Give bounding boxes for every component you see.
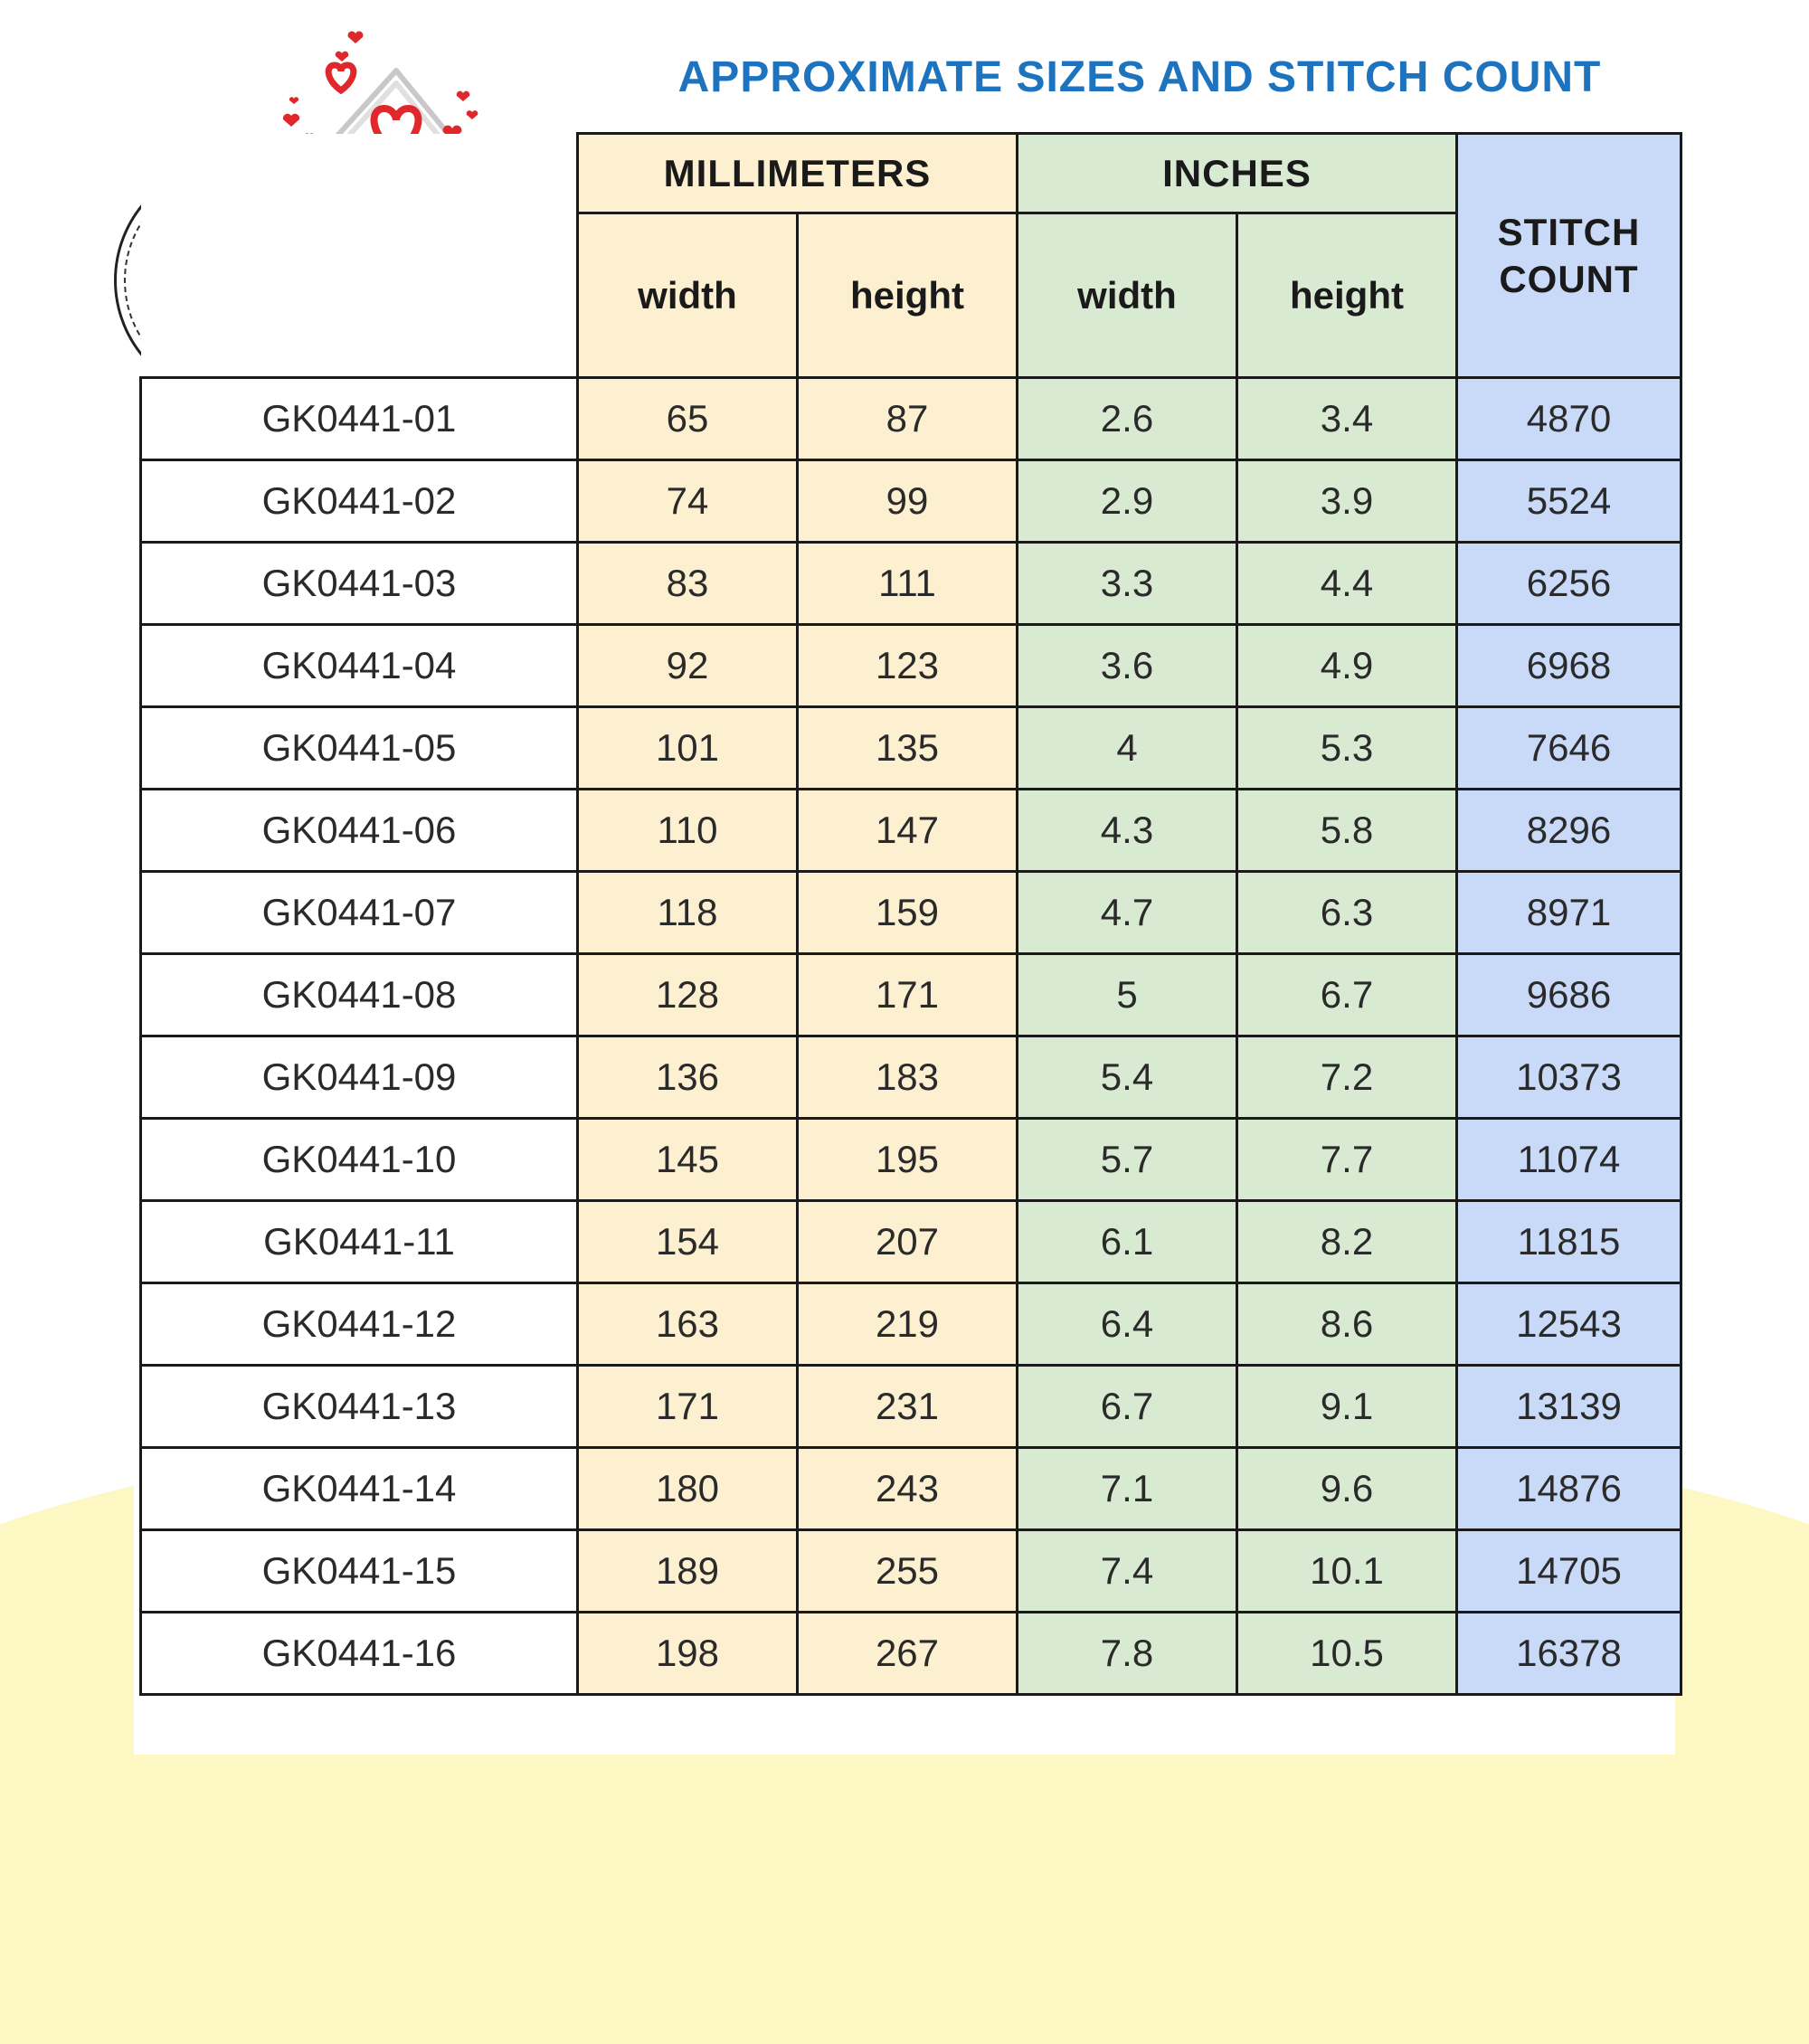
table-row <box>141 378 1681 460</box>
design-id-cell: GK0441-05 <box>141 707 578 790</box>
stitch-count-cell: 9686 <box>1457 954 1681 1036</box>
mm-height-cell: 135 <box>798 707 1018 790</box>
table-row <box>141 1119 1681 1201</box>
mm-height-cell: 147 <box>798 790 1018 872</box>
design-id-cell: GK0441-13 <box>141 1366 578 1448</box>
stitch-count-cell: 11074 <box>1457 1119 1681 1201</box>
mm-height-cell: 123 <box>798 625 1018 707</box>
mm-width-cell: 189 <box>578 1530 798 1613</box>
stitch-count-cell: 8971 <box>1457 872 1681 954</box>
stitch-count-cell: 4870 <box>1457 378 1681 460</box>
in-height-cell: 7.2 <box>1237 1036 1457 1119</box>
design-id-cell: GK0441-10 <box>141 1119 578 1201</box>
mm-height-cell: 219 <box>798 1283 1018 1366</box>
stitch-count-cell: 6968 <box>1457 625 1681 707</box>
header-millimeters: MILLIMETERS <box>578 134 1018 213</box>
page-title: APPROXIMATE SIZES AND STITCH COUNT <box>677 53 1602 101</box>
in-height-cell: 8.2 <box>1237 1201 1457 1283</box>
in-width-cell: 7.8 <box>1018 1613 1237 1695</box>
mm-width-cell: 154 <box>578 1201 798 1283</box>
design-id-cell: GK0441-11 <box>141 1201 578 1283</box>
design-id-cell: GK0441-09 <box>141 1036 578 1119</box>
table-row <box>141 625 1681 707</box>
mm-width-cell: 74 <box>578 460 798 543</box>
in-width-cell: 6.1 <box>1018 1201 1237 1283</box>
header-stitch-line2: COUNT <box>1499 257 1639 300</box>
in-height-cell: 9.1 <box>1237 1366 1457 1448</box>
stitch-count-cell: 5524 <box>1457 460 1681 543</box>
mm-height-cell: 255 <box>798 1530 1018 1613</box>
table-row <box>141 790 1681 872</box>
mm-width-cell: 128 <box>578 954 798 1036</box>
logo-subtitle: applique <box>165 300 302 345</box>
in-height-cell: 3.9 <box>1237 460 1457 543</box>
mm-height-cell: 87 <box>798 378 1018 460</box>
stitch-count-cell: 6256 <box>1457 543 1681 625</box>
in-width-cell: 3.3 <box>1018 543 1237 625</box>
table-row <box>141 543 1681 625</box>
mm-height-cell: 183 <box>798 1036 1018 1119</box>
mm-height-cell: 159 <box>798 872 1018 954</box>
table-row <box>141 1283 1681 1366</box>
header-blank <box>141 134 578 378</box>
mm-width-cell: 145 <box>578 1119 798 1201</box>
mm-height-cell: 267 <box>798 1613 1018 1695</box>
table-row <box>141 954 1681 1036</box>
header-stitch-count <box>1457 134 1681 378</box>
design-id-cell: GK0441-15 <box>141 1530 578 1613</box>
in-width-cell: 6.4 <box>1018 1283 1237 1366</box>
header-inches: INCHES <box>1018 134 1457 213</box>
header-stitch-line1: STITCH <box>1497 210 1641 253</box>
mm-width-cell: 83 <box>578 543 798 625</box>
in-height-cell: 3.4 <box>1237 378 1457 460</box>
in-height-cell: 8.6 <box>1237 1283 1457 1366</box>
table-row <box>141 1613 1681 1695</box>
in-width-cell: 5.7 <box>1018 1119 1237 1201</box>
in-width-cell: 7.4 <box>1018 1530 1237 1613</box>
mm-width-cell: 180 <box>578 1448 798 1530</box>
in-width-cell: 4.7 <box>1018 872 1237 954</box>
stitch-count-cell: 12543 <box>1457 1283 1681 1366</box>
in-height-cell: 6.3 <box>1237 872 1457 954</box>
mm-height-cell: 99 <box>798 460 1018 543</box>
mm-width-cell: 110 <box>578 790 798 872</box>
header-mm-width: width <box>578 213 798 378</box>
design-id-cell: GK0441-07 <box>141 872 578 954</box>
table-row <box>141 1448 1681 1530</box>
table-row <box>141 460 1681 543</box>
mm-width-cell: 92 <box>578 625 798 707</box>
logo-mark: G K <box>152 202 315 294</box>
mm-height-cell: 231 <box>798 1366 1018 1448</box>
mm-width-cell: 118 <box>578 872 798 954</box>
design-id-cell: GK0441-14 <box>141 1448 578 1530</box>
in-width-cell: 6.7 <box>1018 1366 1237 1448</box>
table-row <box>141 1201 1681 1283</box>
mm-width-cell: 163 <box>578 1283 798 1366</box>
design-id-cell: GK0441-01 <box>141 378 578 460</box>
in-height-cell: 4.9 <box>1237 625 1457 707</box>
mm-width-cell: 171 <box>578 1366 798 1448</box>
stitch-count-cell: 11815 <box>1457 1201 1681 1283</box>
stitch-count-cell: 16378 <box>1457 1613 1681 1695</box>
mm-height-cell: 171 <box>798 954 1018 1036</box>
in-width-cell: 5 <box>1018 954 1237 1036</box>
in-width-cell: 4 <box>1018 707 1237 790</box>
header-mm-height: height <box>798 213 1018 378</box>
in-height-cell: 5.8 <box>1237 790 1457 872</box>
in-width-cell: 7.1 <box>1018 1448 1237 1530</box>
header-in-width: width <box>1018 213 1237 378</box>
mm-width-cell: 65 <box>578 378 798 460</box>
mm-height-cell: 243 <box>798 1448 1018 1530</box>
design-id-cell: GK0441-03 <box>141 543 578 625</box>
in-height-cell: 10.5 <box>1237 1613 1457 1695</box>
mm-height-cell: 111 <box>798 543 1018 625</box>
mm-width-cell: 198 <box>578 1613 798 1695</box>
mm-width-cell: 101 <box>578 707 798 790</box>
in-height-cell: 5.3 <box>1237 707 1457 790</box>
mm-width-cell: 136 <box>578 1036 798 1119</box>
size-stitch-table <box>139 132 1682 1696</box>
design-id-cell: GK0441-12 <box>141 1283 578 1366</box>
design-id-cell: GK0441-16 <box>141 1613 578 1695</box>
design-id-cell: GK0441-08 <box>141 954 578 1036</box>
in-height-cell: 9.6 <box>1237 1448 1457 1530</box>
in-height-cell: 6.7 <box>1237 954 1457 1036</box>
stitch-count-cell: 7646 <box>1457 707 1681 790</box>
in-width-cell: 5.4 <box>1018 1036 1237 1119</box>
design-id-cell: GK0441-04 <box>141 625 578 707</box>
stitch-count-cell: 13139 <box>1457 1366 1681 1448</box>
in-height-cell: 7.7 <box>1237 1119 1457 1201</box>
stitch-count-cell: 10373 <box>1457 1036 1681 1119</box>
in-width-cell: 4.3 <box>1018 790 1237 872</box>
stitch-count-cell: 14876 <box>1457 1448 1681 1530</box>
in-height-cell: 10.1 <box>1237 1530 1457 1613</box>
table-row <box>141 872 1681 954</box>
mm-height-cell: 207 <box>798 1201 1018 1283</box>
table-row <box>141 1530 1681 1613</box>
table-row <box>141 1366 1681 1448</box>
stitch-count-cell: 14705 <box>1457 1530 1681 1613</box>
in-width-cell: 3.6 <box>1018 625 1237 707</box>
stitch-count-cell: 8296 <box>1457 790 1681 872</box>
mm-height-cell: 195 <box>798 1119 1018 1201</box>
header-in-height: height <box>1237 213 1457 378</box>
table-row <box>141 707 1681 790</box>
in-width-cell: 2.9 <box>1018 460 1237 543</box>
in-height-cell: 4.4 <box>1237 543 1457 625</box>
table-body <box>141 378 1681 1695</box>
table-row <box>141 1036 1681 1119</box>
in-width-cell: 2.6 <box>1018 378 1237 460</box>
design-id-cell: GK0441-06 <box>141 790 578 872</box>
design-id-cell: GK0441-02 <box>141 460 578 543</box>
